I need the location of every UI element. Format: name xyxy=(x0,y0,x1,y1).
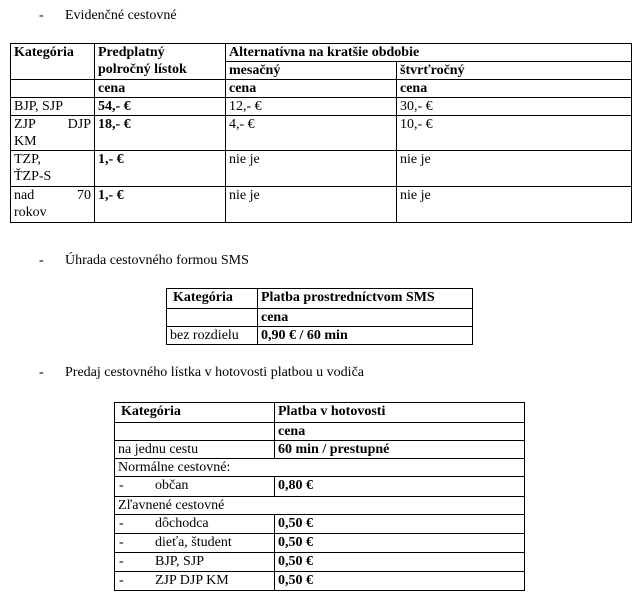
sms-table xyxy=(166,288,473,345)
table-row xyxy=(11,187,632,223)
header-stvrtrocny: štvrťročný xyxy=(397,62,632,80)
row-mesacny: 12,- € xyxy=(226,98,397,116)
cash-header-platba: Platba v hotovosti xyxy=(275,403,525,423)
row-polrocny: 1,- € xyxy=(95,187,226,223)
header-mesacny: mesačný xyxy=(226,62,397,80)
cash-row-label xyxy=(115,534,275,553)
table-row xyxy=(115,534,525,553)
cash-row-value: 0,50 € xyxy=(275,553,525,572)
row-polrocny: 54,- € xyxy=(95,98,226,116)
table-row xyxy=(11,98,632,116)
cash-row-value: 0,50 € xyxy=(275,572,525,591)
sms-header-kategoria: Kategória xyxy=(167,289,258,309)
section1-heading xyxy=(39,8,177,24)
table-row xyxy=(115,441,525,459)
section3-heading-text: Predaj cestovného lístka v hotovosti platbou u vodiča xyxy=(65,365,365,380)
section2-heading xyxy=(39,253,249,269)
row-stvrtrocny: nie je xyxy=(397,151,632,187)
sms-header-cena: cena xyxy=(258,309,473,327)
row-dash: - xyxy=(119,516,124,531)
row-stvrtrocny: nie je xyxy=(397,187,632,223)
table-row xyxy=(115,572,525,591)
bullet-dash: - xyxy=(39,253,44,268)
evidencne-cestovne-table xyxy=(10,43,632,223)
cash-header-empty xyxy=(115,423,275,441)
row-dash: - xyxy=(119,478,124,493)
section2-heading-text: Úhrada cestovného formou SMS xyxy=(65,253,249,268)
row-dash: - xyxy=(119,573,124,588)
header-cena-1: cena xyxy=(95,80,226,98)
category-line2: rokov xyxy=(14,205,47,220)
row-category xyxy=(11,187,95,223)
cash-row-label xyxy=(115,477,275,497)
sms-row-kategoria: bez rozdielu xyxy=(167,327,258,345)
category-line2: KM xyxy=(14,134,37,149)
cash-header-cena: cena xyxy=(275,423,525,441)
header-alternativna: Alternatívna na kratšie obdobie xyxy=(226,44,632,62)
row-mesacny: nie je xyxy=(226,151,397,187)
cash-zlavnene-label: Zľavnené cestovné xyxy=(115,497,525,515)
row-label-text: BJP, SJP xyxy=(155,554,205,569)
header-predplatny-line2: polročný lístok xyxy=(98,62,187,77)
sms-header-empty xyxy=(167,309,258,327)
table-row xyxy=(11,116,632,151)
cash-row-value: 0,50 € xyxy=(275,534,525,553)
cash-row-label xyxy=(115,553,275,572)
row-dash: - xyxy=(119,554,124,569)
header-kategoria: Kategória xyxy=(11,44,95,80)
row-stvrtrocny: 10,- € xyxy=(397,116,632,151)
cash-jedna-cesta-label: na jednu cestu xyxy=(115,441,275,459)
row-dash: - xyxy=(119,535,124,550)
row-mesacny: 4,- € xyxy=(226,116,397,151)
cash-row-value: 0,50 € xyxy=(275,515,525,534)
header-empty xyxy=(11,80,95,98)
cash-jedna-cesta-value: 60 min / prestupné xyxy=(275,441,525,459)
cash-normalne-label: Normálne cestovné: xyxy=(115,459,525,477)
header-cena-2: cena xyxy=(226,80,397,98)
table-row xyxy=(115,553,525,572)
sms-header-platba: Platba prostredníctvom SMS xyxy=(258,289,473,309)
category-line1: nad 70 xyxy=(14,188,91,203)
cash-row-value: 0,80 € xyxy=(275,477,525,497)
hotovost-table xyxy=(114,402,525,591)
section3-heading xyxy=(39,365,364,381)
cash-row-label xyxy=(115,515,275,534)
category-text: BJP, SJP xyxy=(14,99,64,114)
table-row xyxy=(115,515,525,534)
table-row xyxy=(11,151,632,187)
sms-row-value: 0,90 € / 60 min xyxy=(258,327,473,345)
row-label-text: ZJP DJP KM xyxy=(155,573,229,588)
section1-heading-text: Evidenčné cestovné xyxy=(65,8,177,23)
category-line2: ŤZP-S xyxy=(14,169,52,184)
bullet-dash: - xyxy=(39,8,44,23)
table-row xyxy=(115,477,525,497)
header-predplatny xyxy=(95,44,226,80)
row-category xyxy=(11,98,95,116)
row-label-text: dôchodca xyxy=(155,516,209,531)
row-polrocny: 1,- € xyxy=(95,151,226,187)
category-line1: ZJP DJP xyxy=(14,117,91,132)
row-label-text: dieťa, študent xyxy=(155,535,232,550)
row-mesacny: nie je xyxy=(226,187,397,223)
row-label-text: občan xyxy=(155,478,189,493)
category-line1: TZP, xyxy=(14,152,41,167)
header-predplatny-line1: Predplatný xyxy=(98,45,165,60)
cash-row-label xyxy=(115,572,275,591)
header-cena-3: cena xyxy=(397,80,632,98)
cash-header-kategoria: Kategória xyxy=(115,403,275,423)
row-stvrtrocny: 30,- € xyxy=(397,98,632,116)
table-row xyxy=(167,327,473,345)
row-category xyxy=(11,151,95,187)
bullet-dash: - xyxy=(39,365,44,380)
row-category xyxy=(11,116,95,151)
row-polrocny: 18,- € xyxy=(95,116,226,151)
